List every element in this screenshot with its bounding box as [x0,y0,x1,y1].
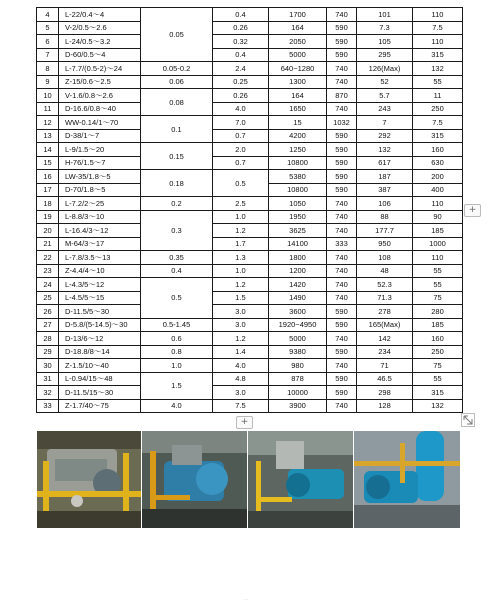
model-cell: L-7.2/2～25 [59,197,141,211]
exhaust-pressure-cell: 4.0 [213,102,269,116]
compressor-spec-table [36,7,463,413]
speed-cell: 740 [327,197,357,211]
power-cell: 7.3 [357,21,413,35]
power-cell: 52.3 [357,278,413,292]
inlet-pressure-cell: 0.4 [141,264,213,278]
flow-cell: 1250 [269,143,327,157]
exhaust-pressure-cell: 0.5 [213,170,269,197]
power-cell: 7 [357,116,413,130]
exhaust-pressure-cell: 7.0 [213,116,269,130]
add-row-button[interactable]: + [236,416,253,429]
inlet-pressure-cell: 0.2 [141,197,213,211]
compressor-photo-strip [37,431,460,528]
table-row [37,197,463,211]
flow-cell: 1950 [269,210,327,224]
speed-cell: 590 [327,183,357,197]
motor-power-cell: 55 [413,372,463,386]
exhaust-pressure-cell: 1.0 [213,210,269,224]
table-row [37,89,463,103]
compressor-photo-1 [37,431,141,528]
speed-cell: 740 [327,332,357,346]
row-number: 30 [37,359,59,373]
model-cell: D-13/6～12 [59,332,141,346]
motor-power-cell: 315 [413,48,463,62]
model-cell: V-2/0.5～2.6 [59,21,141,35]
speed-cell: 590 [327,143,357,157]
flow-cell: 14100 [269,237,327,251]
row-number: 31 [37,372,59,386]
inlet-pressure-cell: 0.05 [141,8,213,62]
model-cell: L-7.8/3.5～13 [59,251,141,265]
speed-cell: 740 [327,8,357,22]
inlet-pressure-cell: 0.35 [141,251,213,265]
inlet-pressure-cell: 1.5 [141,372,213,399]
exhaust-pressure-cell: 2.0 [213,143,269,157]
row-number: 18 [37,197,59,211]
model-cell: L-9/1.5～20 [59,143,141,157]
row-number: 6 [37,35,59,49]
motor-power-cell: 315 [413,129,463,143]
speed-cell: 590 [327,48,357,62]
power-cell: 48 [357,264,413,278]
row-number: 12 [37,116,59,130]
inlet-pressure-cell: 0.3 [141,210,213,251]
inlet-pressure-cell: 1.0 [141,359,213,373]
speed-cell: 590 [327,318,357,332]
flow-cell: 1920~4950 [269,318,327,332]
footer-mark: ·· [244,597,248,603]
table-row [37,143,463,157]
table-row [37,224,463,238]
compressor-photo-2 [142,431,247,528]
model-cell: D-60/0.5～4 [59,48,141,62]
compressor-photo-4 [354,431,460,528]
row-number: 15 [37,156,59,170]
table-row [37,359,463,373]
model-cell: Z-1.5/10～40 [59,359,141,373]
speed-cell: 740 [327,399,357,413]
exhaust-pressure-cell: 1.2 [213,224,269,238]
table-row [37,75,463,89]
speed-cell: 740 [327,251,357,265]
power-cell: 387 [357,183,413,197]
row-number: 5 [37,21,59,35]
row-number: 8 [37,62,59,76]
row-number: 14 [37,143,59,157]
power-cell: 142 [357,332,413,346]
row-number: 21 [37,237,59,251]
flow-cell: 10800 [269,183,327,197]
resize-arrow-icon [462,414,474,426]
model-cell: D-11.5/5～30 [59,305,141,319]
flow-cell: 9380 [269,345,327,359]
flow-cell: 5000 [269,332,327,346]
power-cell: 128 [357,399,413,413]
inlet-pressure-cell: 0.5-1.45 [141,318,213,332]
motor-power-cell: 200 [413,170,463,184]
power-cell: 71 [357,359,413,373]
table-row [37,21,463,35]
flow-cell: 980 [269,359,327,373]
flow-cell: 1200 [269,264,327,278]
power-cell: 278 [357,305,413,319]
exhaust-pressure-cell: 1.2 [213,332,269,346]
flow-cell: 3900 [269,399,327,413]
speed-cell: 740 [327,291,357,305]
flow-cell: 1800 [269,251,327,265]
table-row [37,156,463,170]
inlet-pressure-cell: 0.08 [141,89,213,116]
motor-power-cell: 160 [413,332,463,346]
flow-cell: 5000 [269,48,327,62]
exhaust-pressure-cell: 0.7 [213,156,269,170]
flow-cell: 2050 [269,35,327,49]
row-number: 13 [37,129,59,143]
power-cell: 177.7 [357,224,413,238]
row-number: 17 [37,183,59,197]
inlet-pressure-cell: 0.06 [141,75,213,89]
motor-power-cell: 110 [413,251,463,265]
row-number: 25 [37,291,59,305]
flow-cell: 878 [269,372,327,386]
row-number: 24 [37,278,59,292]
model-cell: V-1.6/0.8～2.6 [59,89,141,103]
exhaust-pressure-cell: 1.4 [213,345,269,359]
inlet-pressure-cell: 0.05-0.2 [141,62,213,76]
table-row [37,345,463,359]
row-number: 16 [37,170,59,184]
table-row [37,372,463,386]
power-cell: 165(Max) [357,318,413,332]
flow-cell: 1700 [269,8,327,22]
power-cell: 292 [357,129,413,143]
model-cell: Z-1.7/40～75 [59,399,141,413]
exhaust-pressure-cell: 3.0 [213,386,269,400]
row-number: 26 [37,305,59,319]
model-cell: D-16.6/0.8～40 [59,102,141,116]
model-cell: WW-0.14/1～70 [59,116,141,130]
exhaust-pressure-cell: 4.0 [213,359,269,373]
exhaust-pressure-cell: 1.2 [213,278,269,292]
inlet-pressure-cell: 4.0 [141,399,213,413]
motor-power-cell: 55 [413,278,463,292]
power-cell: 298 [357,386,413,400]
table-row [37,102,463,116]
table-row [37,264,463,278]
table-row [37,291,463,305]
power-cell: 108 [357,251,413,265]
speed-cell: 590 [327,156,357,170]
exhaust-pressure-cell: 2.5 [213,197,269,211]
model-cell: L-0.94/15～48 [59,372,141,386]
motor-power-cell: 630 [413,156,463,170]
inlet-pressure-cell: 0.18 [141,170,213,197]
motor-power-cell: 185 [413,318,463,332]
model-cell: D-11.5/15～30 [59,386,141,400]
table-row [37,251,463,265]
speed-cell: 740 [327,264,357,278]
table-row [37,129,463,143]
speed-cell: 590 [327,21,357,35]
motor-power-cell: 160 [413,143,463,157]
motor-power-cell: 7.5 [413,21,463,35]
power-cell: 295 [357,48,413,62]
motor-power-cell: 7.5 [413,116,463,130]
inlet-pressure-cell: 0.15 [141,143,213,170]
motor-power-cell: 185 [413,224,463,238]
flow-cell: 3625 [269,224,327,238]
model-cell: Z-15/0.6～2.5 [59,75,141,89]
motor-power-cell: 110 [413,8,463,22]
inlet-pressure-cell: 0.6 [141,332,213,346]
power-cell: 5.7 [357,89,413,103]
speed-cell: 740 [327,102,357,116]
exhaust-pressure-cell: 0.32 [213,35,269,49]
table-row [37,8,463,22]
power-cell: 950 [357,237,413,251]
motor-power-cell: 55 [413,75,463,89]
motor-power-cell: 250 [413,345,463,359]
model-cell: D-18.8/8～14 [59,345,141,359]
table-body [37,8,463,413]
table-row [37,62,463,76]
table-row [37,278,463,292]
table-resize-handle[interactable] [461,413,475,427]
motor-power-cell: 75 [413,291,463,305]
power-cell: 71.3 [357,291,413,305]
motor-power-cell: 400 [413,183,463,197]
flow-cell: 10800 [269,156,327,170]
power-cell: 105 [357,35,413,49]
exhaust-pressure-cell: 1.3 [213,251,269,265]
exhaust-pressure-cell: 0.26 [213,21,269,35]
speed-cell: 870 [327,89,357,103]
model-cell: L-8.8/3～10 [59,210,141,224]
model-cell: D-38/1～7 [59,129,141,143]
power-cell: 132 [357,143,413,157]
exhaust-pressure-cell: 3.0 [213,305,269,319]
speed-cell: 590 [327,372,357,386]
flow-cell: 10000 [269,386,327,400]
table-row [37,386,463,400]
motor-power-cell: 1000 [413,237,463,251]
speed-cell: 740 [327,359,357,373]
exhaust-pressure-cell: 0.7 [213,129,269,143]
row-number: 32 [37,386,59,400]
table-row [37,210,463,224]
exhaust-pressure-cell: 0.4 [213,8,269,22]
speed-cell: 590 [327,305,357,319]
exhaust-pressure-cell: 0.4 [213,48,269,62]
table-row [37,305,463,319]
model-cell: D-5.8/(5-14.5)～30 [59,318,141,332]
row-number: 23 [37,264,59,278]
power-cell: 243 [357,102,413,116]
model-cell: L-4.5/5～15 [59,291,141,305]
row-number: 7 [37,48,59,62]
motor-power-cell: 90 [413,210,463,224]
motor-power-cell: 110 [413,35,463,49]
row-number: 28 [37,332,59,346]
speed-cell: 333 [327,237,357,251]
flow-cell: 1050 [269,197,327,211]
flow-cell: 164 [269,21,327,35]
flow-cell: 1490 [269,291,327,305]
exhaust-pressure-cell: 3.0 [213,318,269,332]
motor-power-cell: 132 [413,399,463,413]
flow-cell: 1650 [269,102,327,116]
motor-power-cell: 110 [413,197,463,211]
table-row [37,318,463,332]
row-number: 11 [37,102,59,116]
compressor-photo-3 [248,431,353,528]
flow-cell: 1420 [269,278,327,292]
power-cell: 106 [357,197,413,211]
table-row [37,116,463,130]
motor-power-cell: 315 [413,386,463,400]
row-number: 9 [37,75,59,89]
speed-cell: 740 [327,278,357,292]
add-column-button[interactable]: + [464,204,481,217]
model-cell: L-22/0.4～4 [59,8,141,22]
flow-cell: 640~1280 [269,62,327,76]
speed-cell: 590 [327,129,357,143]
power-cell: 88 [357,210,413,224]
exhaust-pressure-cell: 4.8 [213,372,269,386]
model-cell: D-70/1.8～5 [59,183,141,197]
motor-power-cell: 280 [413,305,463,319]
speed-cell: 740 [327,210,357,224]
flow-cell: 15 [269,116,327,130]
flow-cell: 5380 [269,170,327,184]
row-number: 33 [37,399,59,413]
exhaust-pressure-cell: 2.4 [213,62,269,76]
power-cell: 126(Max) [357,62,413,76]
table-row [37,399,463,413]
exhaust-pressure-cell: 1.5 [213,291,269,305]
speed-cell: 590 [327,345,357,359]
table-row [37,332,463,346]
motor-power-cell: 75 [413,359,463,373]
table-row [37,35,463,49]
speed-cell: 590 [327,35,357,49]
flow-cell: 1300 [269,75,327,89]
row-number: 29 [37,345,59,359]
speed-cell: 740 [327,62,357,76]
model-cell: L-4.3/5～12 [59,278,141,292]
flow-cell: 4200 [269,129,327,143]
model-cell: M-64/3～17 [59,237,141,251]
row-number: 19 [37,210,59,224]
model-cell: Z-4.4/4～10 [59,264,141,278]
power-cell: 234 [357,345,413,359]
speed-cell: 590 [327,170,357,184]
speed-cell: 740 [327,75,357,89]
motor-power-cell: 132 [413,62,463,76]
inlet-pressure-cell: 0.8 [141,345,213,359]
inlet-pressure-cell: 0.5 [141,278,213,319]
power-cell: 617 [357,156,413,170]
motor-power-cell: 55 [413,264,463,278]
power-cell: 46.5 [357,372,413,386]
model-cell: LW-35/1.8～5 [59,170,141,184]
motor-power-cell: 11 [413,89,463,103]
speed-cell: 1032 [327,116,357,130]
power-cell: 187 [357,170,413,184]
exhaust-pressure-cell: 0.26 [213,89,269,103]
table-row [37,48,463,62]
flow-cell: 3600 [269,305,327,319]
speed-cell: 590 [327,386,357,400]
row-number: 10 [37,89,59,103]
row-number: 20 [37,224,59,238]
row-number: 27 [37,318,59,332]
exhaust-pressure-cell: 7.5 [213,399,269,413]
model-cell: H-76/1.5～7 [59,156,141,170]
row-number: 22 [37,251,59,265]
inlet-pressure-cell: 0.1 [141,116,213,143]
model-cell: L-7.7/(0.5-2)～24 [59,62,141,76]
power-cell: 101 [357,8,413,22]
motor-power-cell: 250 [413,102,463,116]
row-number: 4 [37,8,59,22]
table-row [37,237,463,251]
speed-cell: 740 [327,224,357,238]
exhaust-pressure-cell: 1.7 [213,237,269,251]
model-cell: L-24/0.5～3.2 [59,35,141,49]
exhaust-pressure-cell: 0.25 [213,75,269,89]
exhaust-pressure-cell: 1.0 [213,264,269,278]
model-cell: L-16.4/3～12 [59,224,141,238]
table-row [37,170,463,184]
power-cell: 52 [357,75,413,89]
flow-cell: 164 [269,89,327,103]
